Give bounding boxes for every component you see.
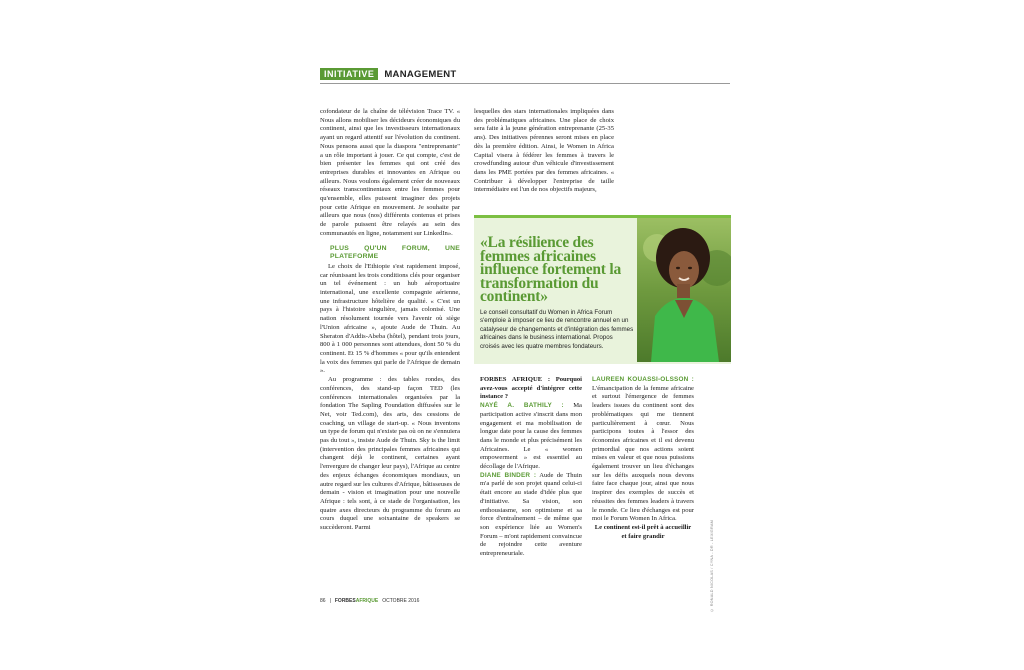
paragraph: Au programme : des tables rondes, des conférences, des stand-up façon TED (les conférences internationales organisées par la fondation The Sapling Foundation diffusées sur le Net, voir Ted.com), des arts, des cessions de coaching, un village de start-up. « Nous inventons un type de forum qui n'existe pas où on ne s'ennuiera pas du tout », insiste Aude de Thuin. Sky is the limit (intervention des principales femmes africaines qui changent déjà le continent, certaines ayant l'envergure de changer leur pays), l'Afrique au centre des enjeux échanges économiques mondiaux, un autre regard sur les cultures d'Afrique, bâtisseuses de demain - vision et imagination pour une nouvelle Afrique : tels sont, à ce stade de l'organisation, les quatre axes directeurs du programme du forum au cours duquel une soixantaine de speakers se succèderont. Parmi	[320, 376, 460, 532]
page-number: 86	[320, 598, 326, 604]
portrait-image	[637, 218, 731, 362]
paragraph: lesquelles des stars internationales impliquées dans des problématiques africaines. Une place de choix sera faite à la jeune génération entreprenante (25-35 ans). Des initiatives pérennes seront mises en place dès la première édition. Ainsi, le Women in Africa Capital visera à fédérer les femmes à travers le crowdfunding autour d'un véhicule d'investissement dans les PME portées par des femmes africaines. « Contribuer à développer l'entreprise de taille intermédiaire est l'un de nos objectifs majeurs,	[474, 108, 614, 194]
article-column-2	[474, 108, 614, 212]
section-header	[320, 68, 456, 80]
pull-quote: «La résilience des femmes africaines influence fortement la transformation du continent»	[480, 234, 622, 305]
answer-text: Ma participation active s'inscrit dans mon engagement et ma mobilisation de longue date pour la cause des femmes dans le monde et plus précisément les Africaines. Le « women empowerment » est essentiel au décollage de l'Afrique.	[480, 402, 582, 471]
interview-lead: Le conseil consultatif du Women in Africa Forum s'emploie à imposer ce lieu de rencontre annuel en un catalyseur de changements et d'intégration des femmes africaines dans le business international. Propos croisés avec les quatre membres fondateurs.	[480, 309, 634, 350]
interview-column-1	[480, 376, 582, 588]
header-rule	[320, 83, 730, 84]
subheading: PLUS QU'UN FORUM, UNE PLATEFORME	[330, 244, 460, 261]
interview-question: Le continent est-il prêt à accueillir et faire grandir	[594, 523, 692, 540]
footer-brand: FORBES	[334, 598, 356, 604]
speaker-name: NAYÉ A. BATHILY :	[480, 402, 564, 410]
question-brand: FORBES AFRIQUE :	[480, 376, 551, 383]
photo-credit: © RONALD NICOLAS / CYNA - DR - LEXIGRAM	[710, 520, 714, 612]
issue-date: OCTOBRE 2016	[382, 598, 420, 604]
speaker-name: LAUREEN KOUASSI-OLSSON :	[592, 376, 694, 383]
question-text: Pourquoi avez-vous accepté d'intégrer cette instance ?	[480, 376, 582, 401]
page-footer	[320, 598, 419, 604]
footer-separator: |	[329, 598, 331, 604]
speaker-name: DIANE BINDER :	[480, 471, 537, 479]
answer-text: Aude de Thuin m'a parlé de son projet quand celui-ci était encore au stade d'idée plus que d'initiative. Sa vision, son enthousiasme, son optimisme et sa force d'entraînement – de même que son expérience liée au Women's Forum – m'ont rapidement convaincue de rejoindre cette aventure entrepreneuriale.	[480, 471, 582, 558]
paragraph: cofondateur de la chaîne de télévision Trace TV. « Nous allons mobiliser les décideurs économiques du continent, ainsi que les investisseurs internationaux ayant un regard attentif sur l'évolution du continent. Nous pensons aussi que la diaspora "entreprenante" a un rôle important à jouer. Ce qui compte, c'est de bien présenter les femmes qui ont créé des entreprises durables et innovantes en Afrique ou ailleurs. Nous voulons également créer de nouveaux réseaux transcontinentaux entre les femmes pour qu'ensemble, elles puissent imaginer des projets pour cette Afrique en mouvement. Je souhaite par ailleurs que nous (nos) différents contenus et prises de parole puissent être relayés au sein des communautés en ligne, notamment sur LinkedIn».	[320, 108, 460, 237]
section-name: MANAGEMENT	[384, 68, 457, 80]
section-tag: INITIATIVE	[320, 68, 378, 80]
article-column-1	[320, 108, 460, 586]
answer-text: L'émancipation de la femme africaine et surtout l'émergence de femmes leaders issues du continent sont des problématiques qui me tiennent particulièrement à cœur. Nous participons toutes à l'essor des économies africaines et il est devenu primordial que nos actions soient mises en valeur et que nous puissions également trouver un lieu d'échanges sur les défis auxquels nous devons faire face chaque jour, ainsi que nous inspirer des exemples de succès et réussites des femmes leaders à travers le monde. Ce lieu d'échanges est pour moi le Forum Women In Africa.	[592, 384, 694, 523]
footer-brand-accent: AFRIQUE	[355, 598, 379, 604]
interview-column-2	[592, 376, 694, 588]
portrait-photo	[637, 218, 731, 362]
interview-question	[480, 376, 582, 402]
paragraph: Le choix de l'Ethiopie s'est rapidement imposé, car réunissant les trois conditions clés pour organiser un tel événement : un hub aéroportuaire international, une excellente compagnie aérienne, une infrastructure hôtelière de qualité. « C'est un pays à l'histoire singulière, jamais colonisé. Une nation résolument tournée vers l'avenir où siège l'Union africaine », ajoute Aude de Thuin. Au Sheraton d'Addis-Abeba (hôtel), pendant trois jours, 800 à 1 000 personnes sont attendues, dont 50 % du continent. Et 15 % d'hommes « pour qu'ils entendent la voix des femmes qui parle de l'Afrique de demain ».	[320, 262, 460, 375]
